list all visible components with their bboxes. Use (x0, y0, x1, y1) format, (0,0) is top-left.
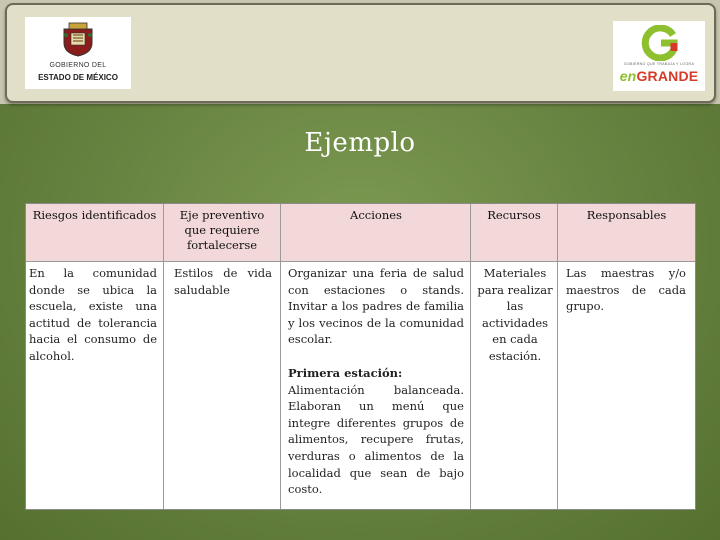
cell-responsables: Las maestras y/o maestros de cada grupo. (566, 266, 686, 314)
header-eje: Eje preventivo que requiere fortalecerse (179, 208, 265, 252)
estacion-label (288, 365, 464, 382)
cell-acciones-part1: Organizar una feria de salud con estaciones o stands. Invitar a los padres de familia y los vecinos de la comunidad escolar. (288, 266, 464, 347)
engrande-wordmark (613, 68, 705, 84)
estacion-description: Alimentación balanceada. Elaboran un menú que integre diferentes grupos de alimentos, recupere frutas, verduras o alimentos de la localidad que sean de bajo costo. (288, 382, 464, 497)
header-responsables: Responsables (586, 208, 667, 222)
header-band (0, 0, 720, 104)
brand-en: en (619, 68, 637, 84)
brand-grande: GRANDE (636, 68, 699, 84)
header-riesgos: Riesgos identificados (32, 208, 157, 222)
engrande-logo (613, 21, 705, 91)
estacion-label-text: Primera estación: (288, 366, 403, 380)
column-divider (163, 204, 164, 509)
gobierno-logo-line2: ESTADO DE MÉXICO (38, 73, 118, 82)
gobierno-logo (25, 17, 131, 89)
column-divider (557, 204, 558, 509)
cell-acciones-part2 (288, 365, 464, 498)
column-divider (280, 204, 281, 509)
cell-riesgos: En la comunidad donde se ubica la escuela, existe una actitud de tolerancia hacia el consumo de alcohol. (29, 266, 157, 363)
header-acciones: Acciones (350, 208, 402, 222)
engrande-tagline: GOBIERNO QUE TRABAJA Y LOGRA (623, 62, 695, 66)
gobierno-logo-line1: GOBIERNO DEL (49, 62, 107, 69)
header-recursos: Recursos (487, 208, 541, 222)
column-divider (470, 204, 471, 509)
header-panel (5, 3, 716, 103)
slide-title: Ejemplo (304, 128, 416, 158)
cell-eje: Estilos de vida saludable (174, 266, 272, 297)
coat-of-arms-icon (61, 21, 95, 57)
cell-recursos: Materiales para realizar las actividades en cada estación. (477, 266, 553, 363)
example-table (25, 203, 696, 510)
g-letter-icon (641, 25, 679, 61)
